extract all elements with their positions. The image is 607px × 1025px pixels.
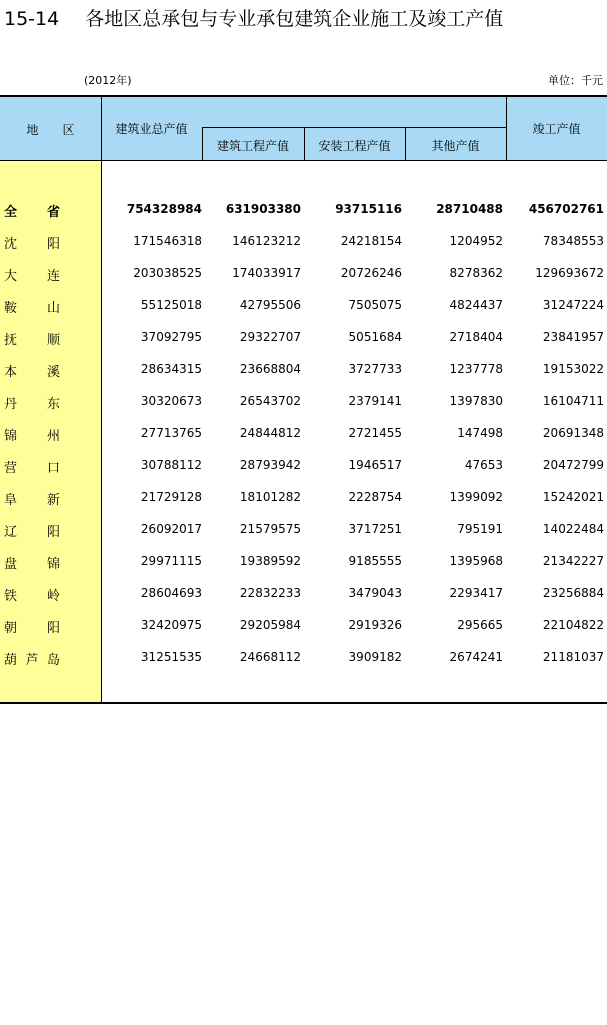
cell-total: 30320673 xyxy=(140,394,202,408)
cell-completed: 23256884 xyxy=(542,586,604,600)
cell-installation: 2379141 xyxy=(348,394,402,408)
cell-completed: 21342227 xyxy=(542,554,604,568)
cell-other: 2293417 xyxy=(449,586,503,600)
cell-installation: 3479043 xyxy=(348,586,402,600)
row-region-label: 朝 阳 xyxy=(4,621,60,636)
cell-completed: 19153022 xyxy=(542,362,604,376)
cell-total: 29971115 xyxy=(140,554,202,568)
cell-building: 174033917 xyxy=(232,266,301,280)
row-region-label: 抚 顺 xyxy=(4,333,60,348)
cell-other: 1395968 xyxy=(449,554,503,568)
cell-installation: 24218154 xyxy=(340,234,402,248)
cell-other: 28710488 xyxy=(436,202,503,216)
cell-building: 18101282 xyxy=(239,490,301,504)
page-title xyxy=(4,4,503,31)
cell-building: 29205984 xyxy=(239,618,301,632)
table-number: 15-14 xyxy=(4,8,60,30)
cell-other: 4824437 xyxy=(449,298,503,312)
cell-total: 31251535 xyxy=(140,650,202,664)
cell-installation: 3717251 xyxy=(348,522,402,536)
cell-building: 22832233 xyxy=(239,586,301,600)
cell-total: 32420975 xyxy=(140,618,202,632)
cell-completed: 129693672 xyxy=(535,266,604,280)
cell-other: 2674241 xyxy=(449,650,503,664)
cell-other: 1204952 xyxy=(449,234,503,248)
cell-building: 24844812 xyxy=(239,426,301,440)
cell-building: 24668112 xyxy=(239,650,301,664)
cell-installation: 2721455 xyxy=(348,426,402,440)
cell-installation: 9185555 xyxy=(348,554,402,568)
row-region-label: 阜 新 xyxy=(4,493,60,508)
cell-installation: 2228754 xyxy=(348,490,402,504)
cell-other: 8278362 xyxy=(449,266,503,280)
cell-building: 42795506 xyxy=(239,298,301,312)
cell-completed: 20691348 xyxy=(542,426,604,440)
row-region-label: 辽 阳 xyxy=(4,525,60,540)
header-top-rule xyxy=(0,95,607,97)
cell-other: 295665 xyxy=(457,618,503,632)
header-building: 建筑工程产值 xyxy=(216,139,289,153)
cell-installation: 93715116 xyxy=(335,202,402,216)
cell-other: 795191 xyxy=(457,522,503,536)
cell-total: 26092017 xyxy=(140,522,202,536)
row-region-label: 锦 州 xyxy=(4,429,60,444)
row-region-label: 全 省 xyxy=(4,205,60,220)
cell-building: 19389592 xyxy=(239,554,301,568)
cell-other: 147498 xyxy=(457,426,503,440)
cell-installation: 1946517 xyxy=(348,458,402,472)
cell-building: 28793942 xyxy=(239,458,301,472)
cell-installation: 7505075 xyxy=(348,298,402,312)
cell-completed: 456702761 xyxy=(528,202,604,216)
cell-total: 37092795 xyxy=(140,330,202,344)
cell-completed: 16104711 xyxy=(542,394,604,408)
cell-total: 203038525 xyxy=(133,266,202,280)
header-region: 地 区 xyxy=(26,123,75,137)
cell-installation: 3909182 xyxy=(348,650,402,664)
cell-completed: 20472799 xyxy=(542,458,604,472)
cell-installation: 2919326 xyxy=(348,618,402,632)
cell-building: 631903380 xyxy=(225,202,301,216)
cell-building: 26543702 xyxy=(239,394,301,408)
row-region-label: 大 连 xyxy=(4,269,60,284)
header-total: 建筑业总产值 xyxy=(115,122,188,136)
cell-installation: 20726246 xyxy=(340,266,402,280)
year-note: (2012年) xyxy=(84,74,132,87)
cell-other: 2718404 xyxy=(449,330,503,344)
cell-completed: 15242021 xyxy=(542,490,604,504)
cell-total: 27713765 xyxy=(140,426,202,440)
cell-other: 1397830 xyxy=(449,394,503,408)
header-other: 其他产值 xyxy=(431,139,480,153)
header-installation: 安装工程产值 xyxy=(318,139,391,153)
row-region-label: 本 溪 xyxy=(4,365,60,380)
cell-other: 1237778 xyxy=(449,362,503,376)
divider-region xyxy=(101,96,102,703)
cell-building: 23668804 xyxy=(239,362,301,376)
table-bottom-rule xyxy=(0,702,607,704)
cell-other: 47653 xyxy=(464,458,503,472)
cell-completed: 22104822 xyxy=(542,618,604,632)
cell-total: 21729128 xyxy=(140,490,202,504)
row-region-label: 铁 岭 xyxy=(4,589,60,604)
cell-installation: 5051684 xyxy=(348,330,402,344)
header-completed: 竣工产值 xyxy=(532,122,581,136)
cell-total: 28604693 xyxy=(140,586,202,600)
cell-completed: 23841957 xyxy=(542,330,604,344)
row-region-label: 沈 阳 xyxy=(4,237,60,252)
row-region-label: 盘 锦 xyxy=(4,557,60,572)
row-region-label: 丹 东 xyxy=(4,397,60,412)
row-region-label: 鞍 山 xyxy=(4,301,60,316)
table-title: 各地区总承包与专业承包建筑企业施工及竣工产值 xyxy=(85,8,504,30)
cell-completed: 78348553 xyxy=(542,234,604,248)
unit-note: 单位：千元 xyxy=(548,74,603,87)
cell-total: 55125018 xyxy=(140,298,202,312)
row-region-label: 营 口 xyxy=(4,461,60,476)
cell-completed: 31247224 xyxy=(542,298,604,312)
cell-installation: 3727733 xyxy=(348,362,402,376)
cell-building: 146123212 xyxy=(232,234,301,248)
cell-total: 30788112 xyxy=(140,458,202,472)
sub-header-rule xyxy=(202,127,506,128)
cell-total: 754328984 xyxy=(126,202,202,216)
cell-completed: 14022484 xyxy=(542,522,604,536)
cell-completed: 21181037 xyxy=(542,650,604,664)
row-region-label: 葫 芦 岛 xyxy=(4,653,60,668)
cell-building: 21579575 xyxy=(239,522,301,536)
cell-total: 28634315 xyxy=(140,362,202,376)
cell-other: 1399092 xyxy=(449,490,503,504)
cell-total: 171546318 xyxy=(133,234,202,248)
cell-building: 29322707 xyxy=(239,330,301,344)
